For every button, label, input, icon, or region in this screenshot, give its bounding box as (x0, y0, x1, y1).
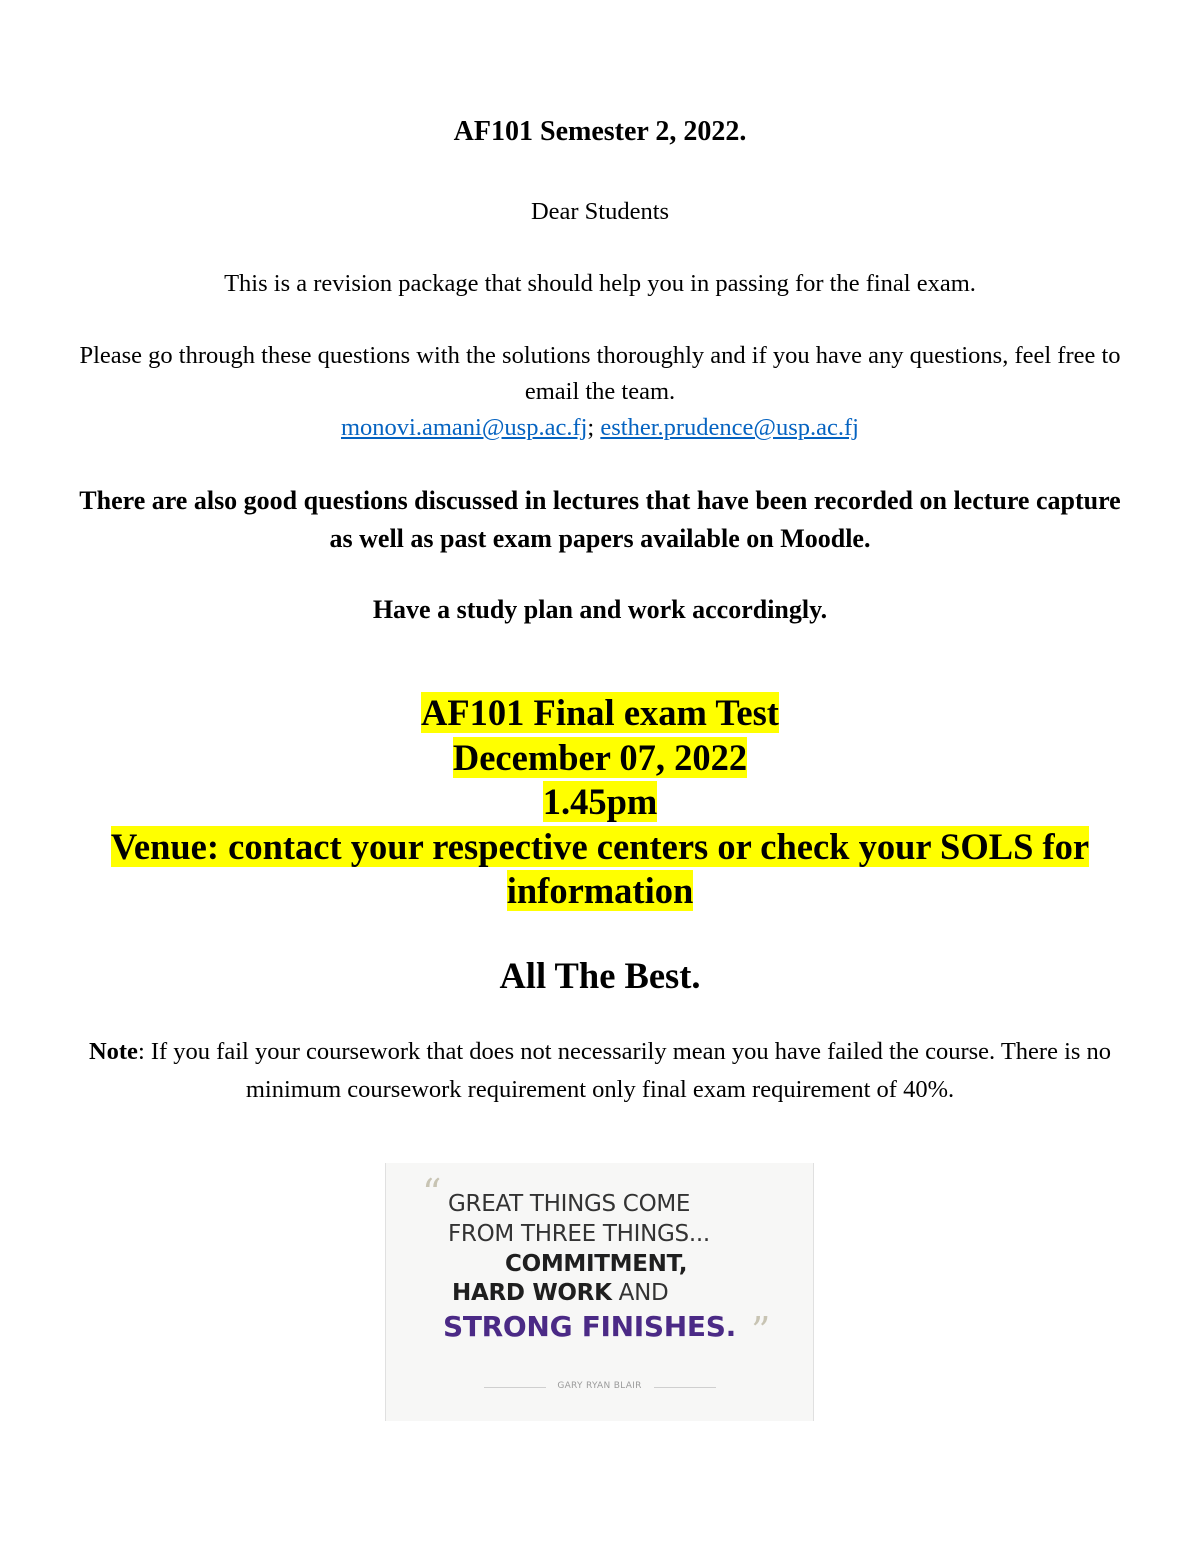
exam-time: 1.45pm (542, 781, 658, 822)
coursework-note (70, 1033, 1130, 1109)
instructions-paragraph: Please go through these questions with the solutions thoroughly and if you have any questions, feel free to email the team. (79, 342, 1121, 405)
open-quote-mark-icon: “ (422, 1171, 442, 1215)
close-quote-mark-icon: ” (751, 1309, 771, 1353)
greeting: Dear Students (530, 198, 670, 225)
motivational-quote-image (385, 1163, 814, 1421)
email-contacts (60, 410, 1140, 446)
exam-details (40, 691, 1160, 914)
quote-line-3: COMMITMENT, (505, 1251, 688, 1277)
exam-name: AF101 Final exam Test (421, 692, 779, 733)
email-link-esther[interactable]: esther.prudence@usp.ac.fj (600, 414, 859, 441)
lectures-note: There are also good questions discussed in lectures that have been recorded on lecture capture as well as past exam papers available on Moodle. (79, 486, 1121, 553)
exam-date: December 07, 2022 (452, 736, 748, 778)
study-plan-note: Have a study plan and work accordingly. (372, 595, 828, 624)
note-label: Note (88, 1038, 138, 1065)
author-rule-right (654, 1387, 716, 1388)
quote-line-1: GREAT THINGS COME (448, 1191, 691, 1217)
email-separator: ; (587, 414, 601, 441)
closing-message: All The Best. (499, 955, 701, 996)
exam-venue: Venue: contact your respective centers or check your SOLS for information (110, 825, 1090, 911)
note-text: : If you fail your coursework that does not necessarily mean you have failed the course. There is no minimum coursework requirement only final exam requirement of 40%. (137, 1038, 1112, 1103)
quote-line-5: STRONG FINISHES. (443, 1310, 736, 1343)
quote-line-4 (452, 1279, 668, 1307)
intro-paragraph: This is a revision package that should help you in passing for the final exam. (224, 270, 976, 297)
document-title: AF101 Semester 2, 2022. (453, 116, 747, 147)
quote-line-4-bold: HARD WORK (452, 1280, 612, 1306)
quote-line-2: FROM THREE THINGS... (448, 1221, 710, 1247)
quote-line-4-rest: AND (611, 1280, 669, 1306)
email-link-monovi[interactable]: monovi.amani@usp.ac.fj (341, 414, 588, 441)
quote-author: GARY RYAN BLAIR (557, 1381, 642, 1391)
